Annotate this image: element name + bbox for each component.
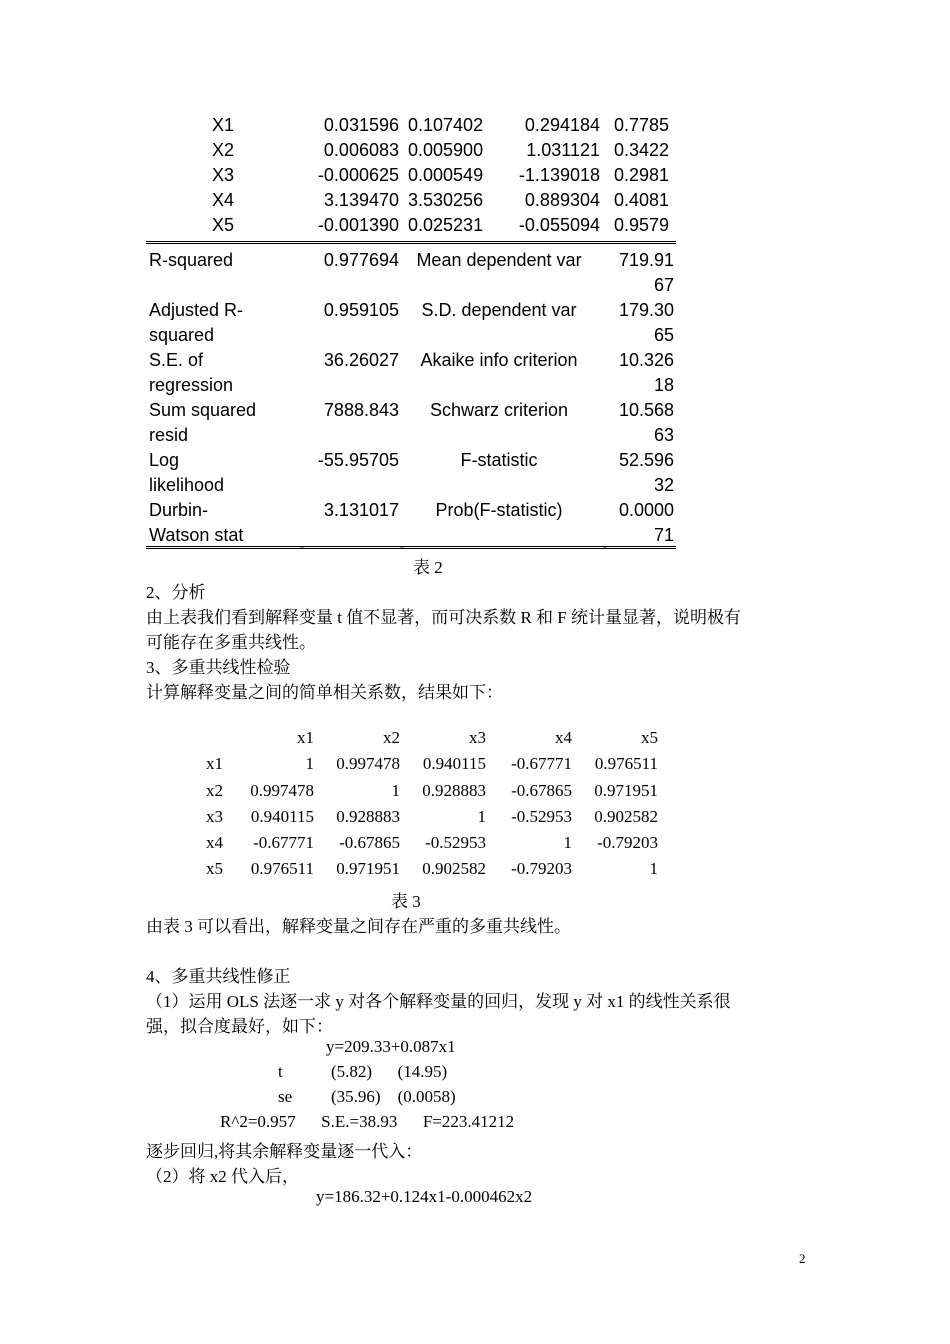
stat-value-2: 52.59632 <box>618 450 674 495</box>
step2-text: （2）将 x2 代入后， <box>146 1167 299 1186</box>
stat-value: 7888.843 <box>323 400 399 420</box>
stat-label: Adjusted R-squared <box>149 300 244 345</box>
header-row <box>198 728 660 754</box>
table2-caption: 表 2 <box>413 558 443 577</box>
table-row <box>198 859 660 885</box>
rule-tick: - <box>400 540 404 554</box>
correlation-cell: x1 <box>297 728 314 747</box>
correlation-cell: 0.928883 <box>422 780 486 800</box>
section3-heading: 3、多重共线性检验 <box>146 658 291 677</box>
correlation-cell: x4 <box>555 728 572 747</box>
stat-label-2: Mean dependent var <box>416 250 582 270</box>
row-label: x1 <box>206 754 223 774</box>
t-statistic: -0.055094 <box>518 215 600 235</box>
stat-label: Durbin-Watson stat <box>149 500 244 545</box>
section2-text-line1: 由上表我们看到解释变量 t 值不显著，而可决系数 R 和 F 统计量显著，说明极有 <box>146 608 742 627</box>
p-value: 0.3422 <box>614 140 670 160</box>
correlation-cell: 0.902582 <box>422 859 486 879</box>
stats-row <box>146 248 676 298</box>
stat-label-2: Schwarz criterion <box>429 400 569 420</box>
stat-value: 0.977694 <box>323 250 399 270</box>
var-name: X2 <box>212 140 235 160</box>
correlation-cell: 0.997478 <box>336 754 400 774</box>
section4-heading: 4、多重共线性修正 <box>146 967 291 986</box>
table-row <box>198 781 660 807</box>
var-name: X5 <box>212 215 235 235</box>
var-name: X1 <box>212 115 235 135</box>
stat-value-2: 179.3065 <box>618 300 674 345</box>
std-error: 0.107402 <box>408 115 484 135</box>
correlation-cell: 1 <box>391 780 400 800</box>
stats-row <box>146 448 676 498</box>
stat-value-2: 10.56863 <box>618 400 674 445</box>
row-label: x3 <box>206 806 223 826</box>
var-name: X3 <box>212 165 235 185</box>
rule-tick: - <box>603 540 607 554</box>
p-value: 0.4081 <box>614 190 670 210</box>
correlation-cell: -0.67865 <box>339 833 400 853</box>
stat-value: 0.959105 <box>323 300 399 320</box>
section4-text-line1: （1）运用 OLS 法逐一求 y 对各个解释变量的回归，发现 y 对 x1 的线性关系很 <box>146 992 731 1011</box>
coef-row <box>146 163 676 188</box>
eq1-fit-stats: R^2=0.957 S.E.=38.93 F=223.41212 <box>220 1112 515 1131</box>
std-error: 0.000549 <box>408 165 484 185</box>
stats-row <box>146 498 676 548</box>
coefficient: -0.001390 <box>317 215 399 235</box>
correlation-cell: -0.52953 <box>511 806 572 826</box>
stat-label-2: F-statistic <box>460 450 538 470</box>
coefficient: 3.139470 <box>323 190 399 210</box>
stat-value-2: 0.000071 <box>618 500 674 545</box>
row-label: x4 <box>206 833 223 853</box>
coefficient: -0.000625 <box>317 165 399 185</box>
regression-table <box>146 113 676 548</box>
correlation-cell: 1 <box>563 833 572 853</box>
correlation-cell: 0.940115 <box>250 806 314 826</box>
coef-row <box>146 113 676 138</box>
stat-value: 36.26027 <box>323 350 399 370</box>
correlation-cell: 0.976511 <box>250 859 314 879</box>
correlation-cell: x5 <box>641 728 658 747</box>
eq1-t-label: t <box>278 1062 283 1081</box>
stat-value: 3.131017 <box>323 500 399 520</box>
t-statistic: 0.889304 <box>524 190 600 210</box>
stat-label: Log likelihood <box>149 450 225 495</box>
table-rule <box>146 241 676 244</box>
stat-value-2: 719.9167 <box>618 250 674 295</box>
correlation-cell: -0.67771 <box>511 754 572 774</box>
std-error: 0.025231 <box>408 215 484 235</box>
page-number: 2 <box>799 1251 806 1266</box>
correlation-cell: 0.971951 <box>336 859 400 879</box>
stat-label: S.E. of regression <box>149 350 234 395</box>
eq1-se-values: (35.96) (0.0058) <box>331 1087 456 1106</box>
coefficient: 0.031596 <box>323 115 399 135</box>
section2-heading: 2、分析 <box>146 583 206 602</box>
correlation-cell: 1 <box>649 859 658 879</box>
correlation-cell: -0.79203 <box>511 859 572 879</box>
std-error: 3.530256 <box>408 190 484 210</box>
coefficient-rows <box>146 113 676 238</box>
coefficient: 0.006083 <box>323 140 399 160</box>
table3-caption: 表 3 <box>391 892 421 911</box>
stepwise-text: 逐步回归,将其余解释变量逐一代入： <box>146 1142 423 1161</box>
p-value: 0.9579 <box>614 215 670 235</box>
equation-2: y=186.32+0.124x1-0.000462x2 <box>316 1187 533 1206</box>
table-bottom-rule <box>146 546 676 549</box>
table-row <box>198 833 660 859</box>
correlation-cell: 1 <box>477 806 486 826</box>
correlation-cell: -0.52953 <box>425 833 486 853</box>
coef-row <box>146 138 676 163</box>
section4-text-line2: 强，拟合度最好，如下： <box>146 1017 333 1036</box>
coef-row <box>146 213 676 238</box>
var-name: X4 <box>212 190 235 210</box>
correlation-cell: 0.997478 <box>250 780 314 800</box>
stat-label-2: S.D. dependent var <box>421 300 577 320</box>
statistics-rows <box>146 248 676 548</box>
correlation-table <box>198 728 660 886</box>
stat-value: -55.95705 <box>317 450 399 470</box>
p-value: 0.7785 <box>614 115 670 135</box>
eq1-se-label: se <box>278 1087 293 1106</box>
rule-tick: - <box>300 540 304 554</box>
row-label: x5 <box>206 859 223 879</box>
section2-text-line2: 可能存在多重共线性。 <box>146 633 316 652</box>
coef-row <box>146 188 676 213</box>
stat-label-2: Akaike info criterion <box>420 350 578 370</box>
table3-conclusion: 由表 3 可以看出，解释变量之间存在严重的多重共线性。 <box>146 917 571 936</box>
row-label: x2 <box>206 780 223 800</box>
correlation-cell: 0.971951 <box>594 780 658 800</box>
correlation-cell: 0.902582 <box>594 806 658 826</box>
correlation-cell: x2 <box>383 728 400 747</box>
stat-label: R-squared <box>149 250 234 270</box>
t-statistic: 0.294184 <box>524 115 600 135</box>
correlation-cell: x3 <box>469 728 486 747</box>
table-row <box>198 807 660 833</box>
eq1-t-values: (5.82) (14.95) <box>331 1062 448 1081</box>
stats-row <box>146 348 676 398</box>
correlation-cell: 0.928883 <box>336 806 400 826</box>
correlation-cell: 1 <box>305 754 314 774</box>
correlation-cell: -0.67865 <box>511 780 572 800</box>
correlation-cell: -0.79203 <box>597 833 658 853</box>
stat-value-2: 10.32618 <box>618 350 674 395</box>
correlation-cell: -0.67771 <box>253 833 314 853</box>
equation-1: y=209.33+0.087x1 <box>326 1037 456 1056</box>
t-statistic: -1.139018 <box>518 165 600 185</box>
correlation-cell: 0.976511 <box>594 754 658 774</box>
std-error: 0.005900 <box>408 140 484 160</box>
p-value: 0.2981 <box>614 165 670 185</box>
stats-row <box>146 298 676 348</box>
table-row <box>198 754 660 780</box>
stat-label-2: Prob(F-statistic) <box>435 500 563 520</box>
section3-text: 计算解释变量之间的简单相关系数，结果如下： <box>146 683 503 702</box>
stat-label: Sum squared resid <box>149 400 257 445</box>
t-statistic: 1.031121 <box>526 140 600 160</box>
correlation-cell: 0.940115 <box>422 754 486 774</box>
stats-row <box>146 398 676 448</box>
